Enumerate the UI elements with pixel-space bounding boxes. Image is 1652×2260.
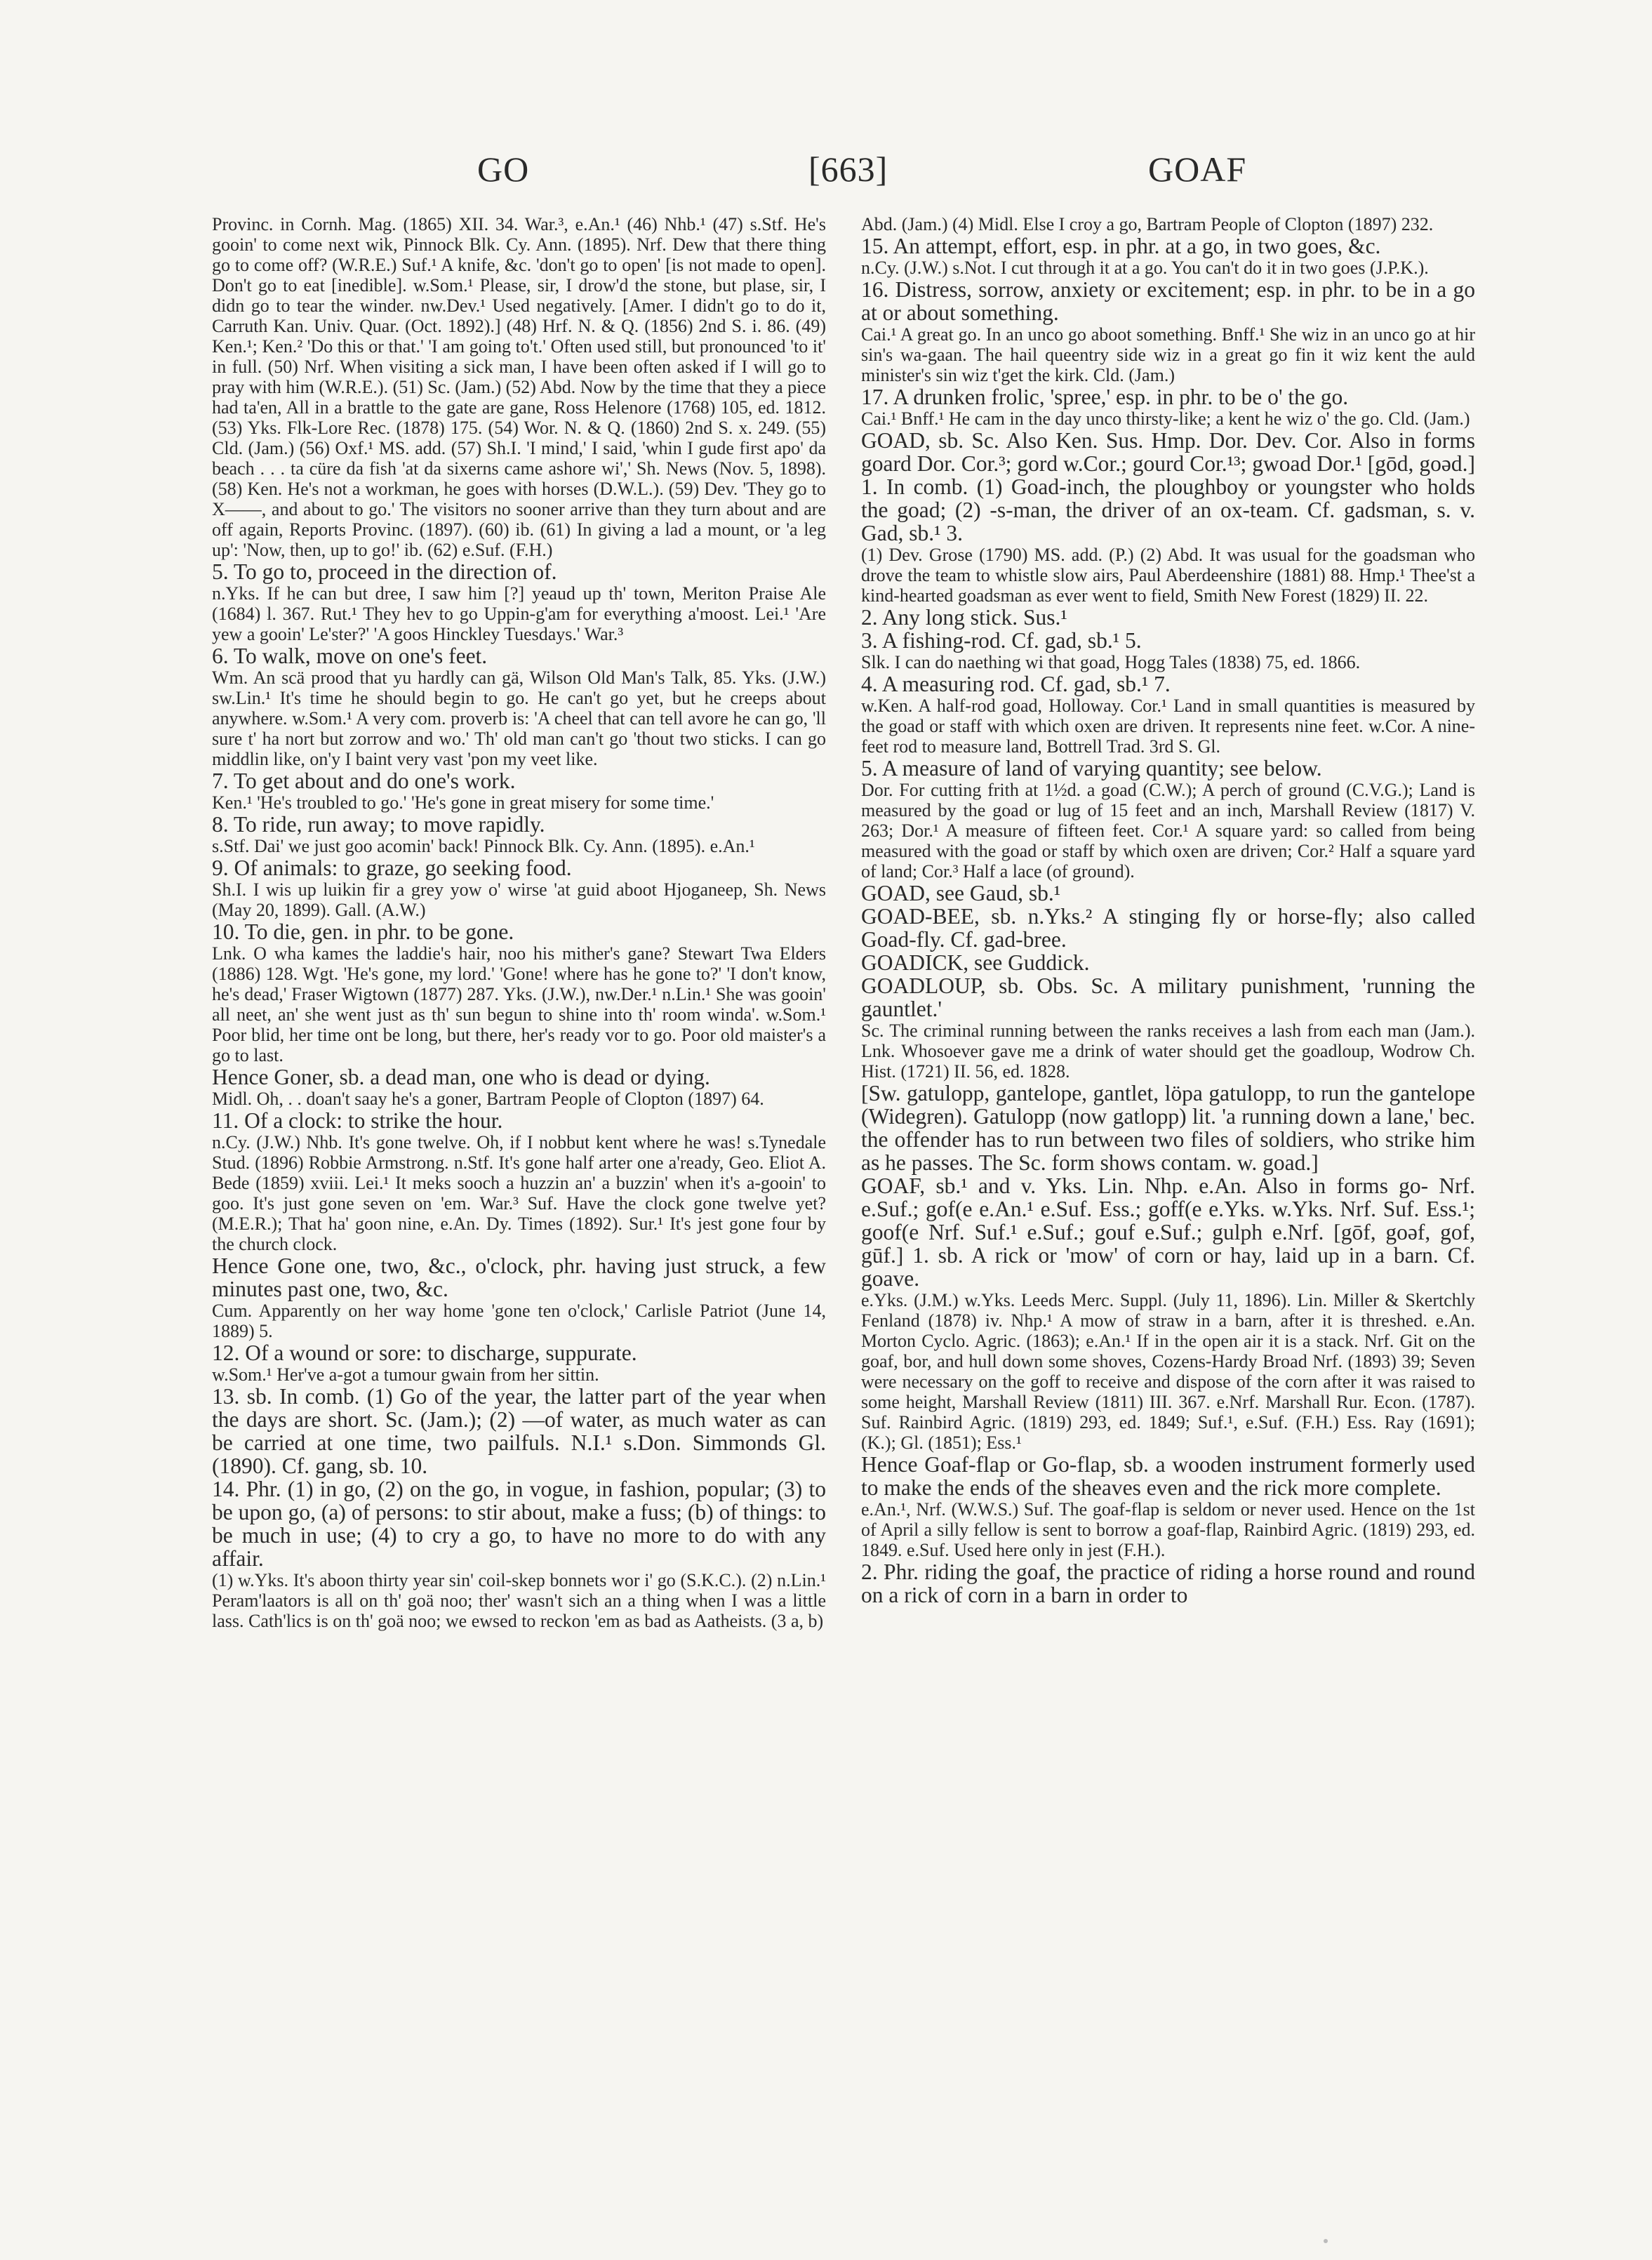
sense-paragraph: 6. To walk, move on one's feet. — [212, 644, 488, 668]
citation-paragraph: w.Ken. A half-rod goad, Holloway. Cor.¹ Land in small quantities is measured by the goad or staff with which oxen are driven. It represents nine feet. w.Cor. A nine-feet rod to measure land, Bottrell Trad. 3rd S. Gl. — [861, 696, 1475, 757]
sense-paragraph: Hence Goner, sb. a dead man, one who is dead or dying. — [212, 1065, 710, 1089]
right-column — [861, 214, 1475, 2193]
sense-paragraph: 8. To ride, run away; to move rapidly. — [212, 812, 545, 837]
page-speck — [1324, 2239, 1328, 2243]
header-first-headword: GO — [477, 149, 530, 189]
citation-paragraph: n.Cy. (J.W.) Nhb. It's gone twelve. Oh, if I nobbut kent where he was! s.Tynedale Stud. (1896) Robbie Armstrong. n.Stf. It's gone half arter one a'ready, Geo. Eliot A. Bede (1859) xviii. Lei.¹ It meks sooch a huzzin an' a buzzin' when it's a-gooin' to goo. It's just gone seven on 'em. War.³ Suf. Have the clock gone twelve yet? (M.E.R.); That ha' goon nine, e.An. Dy. Times (1892). Sur.¹ It's jest gone four by the church clock. — [212, 1132, 826, 1254]
citation-paragraph: Cai.¹ A great go. In an unco go aboot something. Bnff.¹ She wiz in an unco go at hir sin's wa-gaan. The hail queentry side wiz in a great go fin it wiz kent the auld minister's sin wiz t'get the kirk. Cld. (Jam.) — [861, 324, 1475, 385]
citation-paragraph: e.Yks. (J.M.) w.Yks. Leeds Merc. Suppl. (July 11, 1896). Lin. Miller & Skertchly Fenland (1878) iv. Nhp.¹ A mow of straw in a barn, after it is threshed. e.An. Morton Cyclo. Agric. (1863); e.An.¹ If in the open air it is a stack. Nrf. Git on the goaf, bor, and hull down some shoves, Cozens-Hardy Broad Nrf. (1893) 39; Seven were necessary on the goff to receive and dispose of the corn after it was raised to some height, Marshall Review (1811) III. 367. e.Nrf. Marshall Rur. Econ. (1787). Suf. Rainbird Agric. (1819) 293, ed. 1849; Suf.¹, e.Suf. (F.H.) Ess. Ray (1691); (K.); Gl. (1851); Ess.¹ — [861, 1290, 1475, 1453]
citation-paragraph: (1) Dev. Grose (1790) MS. add. (P.) (2) Abd. It was usual for the goadsman who drove the team to whistle slow airs, Paul Aberdeenshire (1881) 88. Hmp.¹ Thee'st a kind-hearted goadsman as ever went to field, Smith New Forest (1829) II. 22. — [861, 545, 1475, 606]
sense-paragraph: GOAD, sb. Sc. Also Ken. Sus. Hmp. Dor. Dev. Cor. Also in forms goard Dor. Cor.³; gord w.Cor.; gourd Cor.¹³; gwoad Dor.¹ [gōd, goəd.] 1. In comb. (1) Goad-inch, the ploughboy or youngster who holds the goad; (2) -s-man, the driver of an ox-team. Cf. gadsman, s. v. Gad, sb.¹ 3. — [861, 428, 1475, 545]
sense-paragraph: 15. An attempt, effort, esp. in phr. at a go, in two goes, &c. — [861, 234, 1381, 258]
citation-paragraph: Sc. The criminal running between the ranks receives a lash from each man (Jam.). Lnk. Whosoever gave me a drink of water should get the goadloup, Wodrow Ch. Hist. (1721) II. 56, ed. 1828. — [861, 1021, 1475, 1082]
citation-paragraph: s.Stf. Dai' we just goo acomin' back! Pinnock Blk. Cy. Ann. (1895). e.An.¹ — [212, 836, 755, 856]
sense-paragraph: 13. sb. In comb. (1) Go of the year, the latter part of the year when the days are short. Sc. (Jam.); (2) —of water, as much water as can be carried at one time, two pailfuls. N.I.¹ s.Don. Simmonds Gl. (1890). Cf. gang, sb. 10. — [212, 1384, 826, 1478]
sense-paragraph: Hence Goaf-flap or Go-flap, sb. a wooden instrument formerly used to make the ends of the sheaves even and the rick more complete. — [861, 1452, 1475, 1500]
sense-paragraph: GOAD-BEE, sb. n.Yks.² A stinging fly or horse-fly; also called Goad-fly. Cf. gad-bree. — [861, 904, 1475, 952]
header-last-headword: GOAF — [1148, 149, 1247, 189]
citation-paragraph: n.Yks. If he can but dree, I saw him [?] yeaud up th' town, Meriton Praise Ale (1684) l. 367. Rut.¹ They hev to go Uppin-g'am for everything a'moost. Lei.¹ 'Are yew a gooin' Le'ster?' 'A goos Hinckley Tuesdays.' War.³ — [212, 583, 826, 644]
citation-paragraph: Wm. An scä prood that yu hardly can gä, Wilson Old Man's Talk, 85. Yks. (J.W.) sw.Lin.¹ It's time he should begin to go. He can't go yet, but he creeps about anywhere. w.Som.¹ A very com. proverb is: 'A cheel that can tell avore he can go, 'll sure t' ha nort but zorrow and wo.' Th' old man can't go 'thout two sticks. I can go middlin like, on'y I baint very vast 'pon my veet like. — [212, 667, 826, 769]
sense-paragraph: 3. A fishing-rod. Cf. gad, sb.¹ 5. — [861, 628, 1142, 653]
sense-paragraph: 9. Of animals: to graze, go seeking food. — [212, 856, 572, 880]
citation-paragraph: w.Som.¹ Her've a-got a tumour gwain from her sittin. — [212, 1364, 599, 1385]
citation-paragraph: Sh.I. I wis up luikin fir a grey yow o' wirse 'at guid aboot Hjoganeep, Sh. News (May 20, 1899). Gall. (A.W.) — [212, 879, 826, 920]
citation-paragraph: Cai.¹ Bnff.¹ He cam in the day unco thirsty-like; a kent he wiz o' the go. Cld. (Jam.) — [861, 408, 1470, 429]
sense-paragraph: 4. A measuring rod. Cf. gad, sb.¹ 7. — [861, 672, 1171, 696]
citation-paragraph: Ken.¹ 'He's troubled to go.' 'He's gone in great misery for some time.' — [212, 792, 714, 813]
sense-paragraph: Hence Gone one, two, &c., o'clock, phr. having just struck, a few minutes past one, two, &c. — [212, 1254, 826, 1301]
citation-paragraph: Abd. (Jam.) (4) Midl. Else I croy a go, Bartram People of Clopton (1897) 232. — [861, 214, 1434, 234]
sense-paragraph: 14. Phr. (1) in go, (2) on the go, in vogue, in fashion, popular; (3) to be upon go, (a) of persons: to stir about, make a fuss; (b) of things: to be much in use; (4) to cry a go, to have no more to do with any affair. — [212, 1477, 826, 1571]
citation-paragraph: n.Cy. (J.W.) s.Not. I cut through it at a go. You can't do it in two goes (J.P.K.). — [861, 258, 1429, 278]
sense-paragraph: 10. To die, gen. in phr. to be gone. — [212, 919, 514, 944]
citation-paragraph: (1) w.Yks. It's aboon thirty year sin' coil-skep bonnets wor i' go (S.K.C.). (2) n.Lin.¹ Peram'laators is all on th' goä noo; ther' wasn't sich an a thing when I was a little lass. Cath'lics is on th' goä noo; we ewsed to reckon 'em as bad as Aatheists. (3 a, b) — [212, 1570, 826, 1631]
sense-paragraph: 2. Phr. riding the goaf, the practice of riding a horse round and round on a rick of corn in a barn in order to — [861, 1560, 1475, 1607]
sense-paragraph: 17. A drunken frolic, 'spree,' esp. in phr. to be o' the go. — [861, 385, 1349, 409]
left-column — [212, 214, 826, 2193]
citation-paragraph: e.An.¹, Nrf. (W.W.S.) Suf. The goaf-flap is seldom or never used. Hence on the 1st of April a silly fellow is sent to borrow a goaf-flap, Rainbird Agric. (1819) 293, ed. 1849. e.Suf. Used here only in jest (F.H.). — [861, 1499, 1475, 1560]
citation-paragraph: Provinc. in Cornh. Mag. (1865) XII. 34. War.³, e.An.¹ (46) Nhb.¹ (47) s.Stf. He's gooin' to come next wik, Pinnock Blk. Cy. Ann. (1895). Nrf. Dew that there thing go to come off? (W.R.E.) Suf.¹ A knife, &c. 'don't go to open' [is not made to open]. Don't go to eat [inedible]. w.Som.¹ Please, sir, I drow'd the stone, but plase, sir, I didn go to tear the winder. nw.Dev.¹ Used negatively. [Amer. I didn't go to do it, Carruth Kan. Univ. Quar. (Oct. 1892).] (48) Hrf. N. & Q. (1856) 2nd S. i. 86. (49) Ken.¹; Ken.² 'Do this or that.' 'I am going to't.' Often used still, but pronounced 'to it' in full. (50) Nrf. When visiting a sick man, I have been often asked if I will go to pray with him (W.R.E.). (51) Sc. (Jam.) (52) Abd. Now by the time that they a piece had ta'en, All in a brattle to the gate are gane, Ross Helenore (1768) 105, ed. 1812. (53) Yks. Flk-Lore Rec. (1878) 175. (54) Wor. N. & Q. (1860) 2nd S. x. 249. (55) Cld. (Jam.) (56) Oxf.¹ MS. add. (57) Sh.I. 'I mind,' I said, 'whin I gude first apo' da beach . . . ta cüre da fish 'at da sixerns came ashore wi',' Sh. News (Nov. 5, 1898). (58) Ken. He's not a workman, he goes with horses (D.W.L.). (59) Dev. 'They go to X——, and about to go.' The visitors no sooner arrive than they turn about and are off again, Reports Provinc. (1897). (60) ib. (61) In giving a lad a mount, or 'a leg up': 'Now, then, up to go!' ib. (62) e.Suf. (F.H.) — [212, 214, 826, 560]
citation-paragraph: Slk. I can do naething wi that goad, Hogg Tales (1838) 75, ed. 1866. — [861, 652, 1361, 672]
sense-paragraph: 7. To get about and do one's work. — [212, 769, 516, 793]
sense-paragraph: 5. To go to, proceed in the direction of. — [212, 559, 557, 584]
citation-paragraph: Cum. Apparently on her way home 'gone ten o'clock,' Carlisle Patriot (June 14, 1889) 5. — [212, 1301, 826, 1341]
sense-paragraph: 5. A measure of land of varying quantity; see below. — [861, 756, 1322, 780]
running-header — [0, 149, 1652, 198]
sense-paragraph: GOADLOUP, sb. Obs. Sc. A military punishment, 'running the gauntlet.' — [861, 973, 1475, 1021]
sense-paragraph: GOADICK, see Guddick. — [861, 950, 1090, 975]
sense-paragraph: GOAF, sb.¹ and v. Yks. Lin. Nhp. e.An. Also in forms go- Nrf. e.Suf.; gof(e e.An.¹ e.Suf. Ess.; goff(e e.Yks. w.Yks. Nrf. Suf. Ess.¹; goof(e Nrf. Suf.¹ e.Suf.; gouf e.Suf.; gulph e.Nrf. [gōf, goəf, gof, gūf.] 1. sb. A rick or 'mow' of corn or hay, laid up in a barn. Cf. goave. — [861, 1174, 1475, 1291]
sense-paragraph: 12. Of a wound or sore: to discharge, suppurate. — [212, 1341, 637, 1365]
citation-paragraph: Dor. For cutting frith at 1½d. a goad (C.W.); A perch of ground (C.V.G.); Land is measured by the goad or lug of 15 feet and an inch, Marshall Review (1817) V. 263; Dor.¹ A measure of fifteen feet. Cor.¹ A square yard: so called from being measured with the goad or staff by which oxen are driven; Cor.² Half a square yard of land; Cor.³ Half a lace (of ground). — [861, 780, 1475, 882]
citation-paragraph: Midl. Oh, . . doan't saay he's a goner, Bartram People of Clopton (1897) 64. — [212, 1089, 764, 1109]
page-number: [663] — [808, 149, 888, 189]
sense-paragraph: GOAD, see Gaud, sb.¹ — [861, 881, 1061, 905]
sense-paragraph: [Sw. gatulopp, gantelope, gantlet, löpa gatulopp, to run the gantelope (Widegren). Gatulopp (now gatlopp) lit. 'a running down a lane,' bec. the offender has to run between two files of soldiers, who strike him as he passes. The Sc. form shows contam. w. goad.] — [861, 1081, 1475, 1175]
sense-paragraph: 2. Any long stick. Sus.¹ — [861, 605, 1067, 630]
citation-paragraph: Lnk. O wha kames the laddie's hair, noo his mither's gane? Stewart Twa Elders (1886) 128. Wgt. 'He's gone, my lord.' 'Gone! where has he gone to?' 'I don't know, he's dead,' Fraser Wigtown (1877) 287. Yks. (J.W.), nw.Der.¹ n.Lin.¹ She was gooin' all neet, an' she went just as th' sun begun to shine into th' room winda'. w.Som.¹ Poor blid, her time ont be long, but there, her's ready vor to go. Poor old maister's a go to last. — [212, 943, 826, 1065]
sense-paragraph: 11. Of a clock: to strike the hour. — [212, 1108, 503, 1133]
sense-paragraph: 16. Distress, sorrow, anxiety or excitement; esp. in phr. to be in a go at or about something. — [861, 277, 1475, 325]
